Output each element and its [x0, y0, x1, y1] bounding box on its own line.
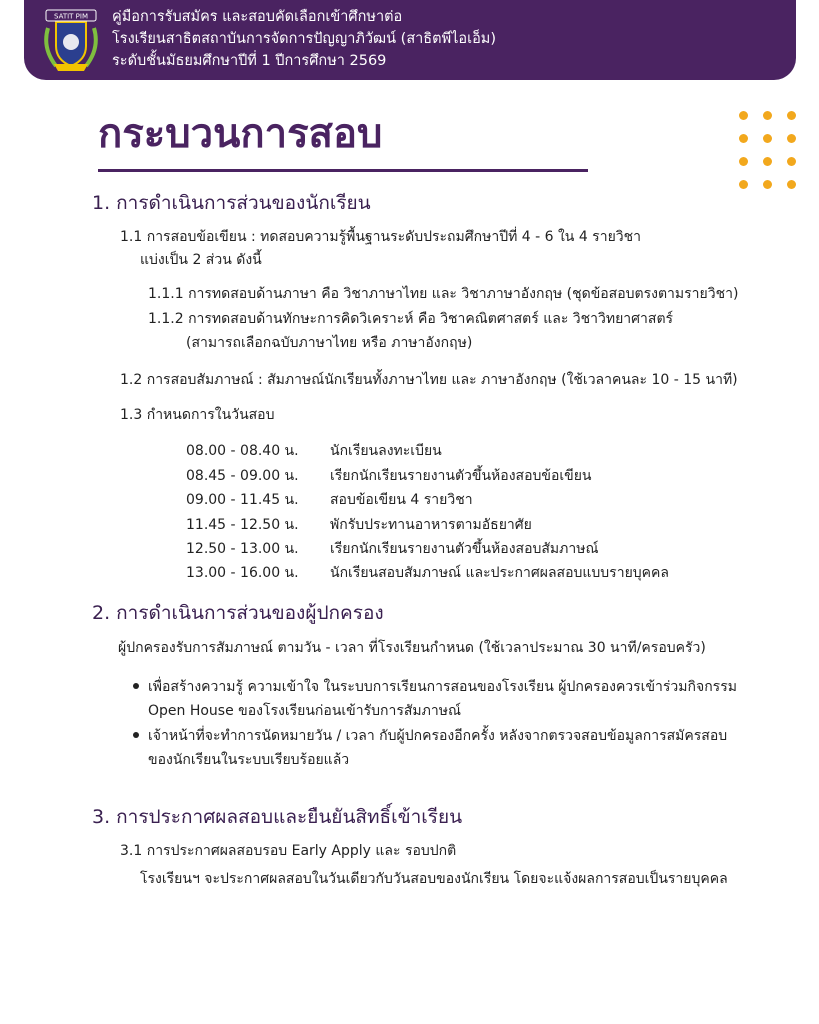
item-3-1-detail: โรงเรียนฯ จะประกาศผลสอบในวันเดียวกับวันสอบของนักเรียน โดยจะแจ้งผลการสอบเป็นรายบุคคล [140, 871, 728, 887]
schedule-time: 09.00 - 11.45 น. [186, 492, 299, 508]
section-3-heading: 3. การประกาศผลสอบและยืนยันสิทธิ์เข้าเรียน [92, 806, 463, 828]
header-line-3: ระดับชั้นมัธยมศึกษาปีที่ 1 ปีการศึกษา 2569 [112, 53, 387, 69]
dot [739, 157, 748, 166]
section-2-heading: 2. การดำเนินการส่วนของผู้ปกครอง [92, 602, 384, 624]
schedule-activity: พักรับประทานอาหารตามอัธยาศัย [330, 517, 532, 533]
logo-text: SATIT PIM [54, 12, 88, 21]
item-1-3: 1.3 กำหนดการในวันสอบ [120, 407, 275, 423]
dot [763, 180, 772, 189]
decorative-dots [735, 107, 805, 187]
section-1-heading: 1. การดำเนินการส่วนของนักเรียน [92, 192, 371, 214]
schedule-time: 13.00 - 16.00 น. [186, 565, 299, 581]
schedule-activity: นักเรียนสอบสัมภาษณ์ และประกาศผลสอบแบบรายบุคคล [330, 565, 669, 581]
item-1-1-line-2: แบ่งเป็น 2 ส่วน ดังนี้ [140, 252, 262, 268]
dot [787, 111, 796, 120]
schedule-activity: เรียกนักเรียนรายงานตัวขึ้นห้องสอบข้อเขียน [330, 468, 592, 484]
parent-intro: ผู้ปกครองรับการสัมภาษณ์ ตามวัน - เวลา ที่โรงเรียนกำหนด (ใช้เวลาประมาณ 30 นาที/ครอบครัว) [118, 640, 706, 656]
item-1-1-2-line-2: (สามารถเลือกฉบับภาษาไทย หรือ ภาษาอังกฤษ) [186, 335, 473, 351]
bullet-1-line-1: เพื่อสร้างความรู้ ความเข้าใจ ในระบบการเรียนการสอนของโรงเรียน ผู้ปกครองควรเข้าร่วมกิจกรรม [148, 679, 737, 695]
item-1-1-2-line-1: 1.1.2 การทดสอบด้านทักษะการคิดวิเคราะห์ คือ วิชาคณิตศาสตร์ และ วิชาวิทยาศาสตร์ [148, 311, 674, 327]
bullet-1-line-2: Open House ของโรงเรียนก่อนเข้ารับการสัมภาษณ์ [148, 703, 461, 719]
dot [787, 134, 796, 143]
header-banner [24, 0, 796, 80]
dot [763, 111, 772, 120]
schedule-time: 12.50 - 13.00 น. [186, 541, 299, 557]
dot [739, 134, 748, 143]
title-underline [98, 169, 588, 172]
schedule-activity: สอบข้อเขียน 4 รายวิชา [330, 492, 473, 508]
item-3-1: 3.1 การประกาศผลสอบรอบ Early Apply และ รอบปกติ [120, 843, 457, 859]
dot [739, 180, 748, 189]
schedule-time: 08.00 - 08.40 น. [186, 443, 299, 459]
header-line-1: คู่มือการรับสมัคร และสอบคัดเลือกเข้าศึกษาต่อ [112, 9, 403, 25]
bullet-icon [133, 732, 139, 738]
bullet-2-line-2: ของนักเรียนในระบบเรียบร้อยแล้ว [148, 752, 350, 768]
school-crest-logo [40, 8, 102, 72]
schedule-time: 11.45 - 12.50 น. [186, 517, 299, 533]
schedule-activity: เรียกนักเรียนรายงานตัวขึ้นห้องสอบสัมภาษณ์ [330, 541, 599, 557]
dot [739, 111, 748, 120]
dot [787, 157, 796, 166]
dot [787, 180, 796, 189]
item-1-1-line-1: 1.1 การสอบข้อเขียน : ทดสอบความรู้พื้นฐานระดับประถมศึกษาปีที่ 4 - 6 ใน 4 รายวิชา [120, 229, 641, 245]
header-line-2: โรงเรียนสาธิตสถาบันการจัดการปัญญาภิวัฒน์ (สาธิตพีไอเอ็ม) [112, 31, 497, 47]
bullet-icon [133, 683, 139, 689]
schedule-activity: นักเรียนลงทะเบียน [330, 443, 442, 459]
item-1-1-1: 1.1.1 การทดสอบด้านภาษา คือ วิชาภาษาไทย และ วิชาภาษาอังกฤษ (ชุดข้อสอบตรงตามรายวิชา) [148, 286, 739, 302]
item-1-2: 1.2 การสอบสัมภาษณ์ : สัมภาษณ์นักเรียนทั้งภาษาไทย และ ภาษาอังกฤษ (ใช้เวลาคนละ 10 - 15 นาที) [120, 372, 738, 388]
bullet-2-line-1: เจ้าหน้าที่จะทำการนัดหมายวัน / เวลา กับผู้ปกครองอีกครั้ง หลังจากตรวจสอบข้อมูลการสมัครสอบ [148, 728, 728, 744]
dot [763, 134, 772, 143]
header-text [112, 6, 496, 72]
schedule-time: 08.45 - 09.00 น. [186, 468, 299, 484]
page-title: กระบวนการสอบ [98, 111, 383, 157]
dot [763, 157, 772, 166]
